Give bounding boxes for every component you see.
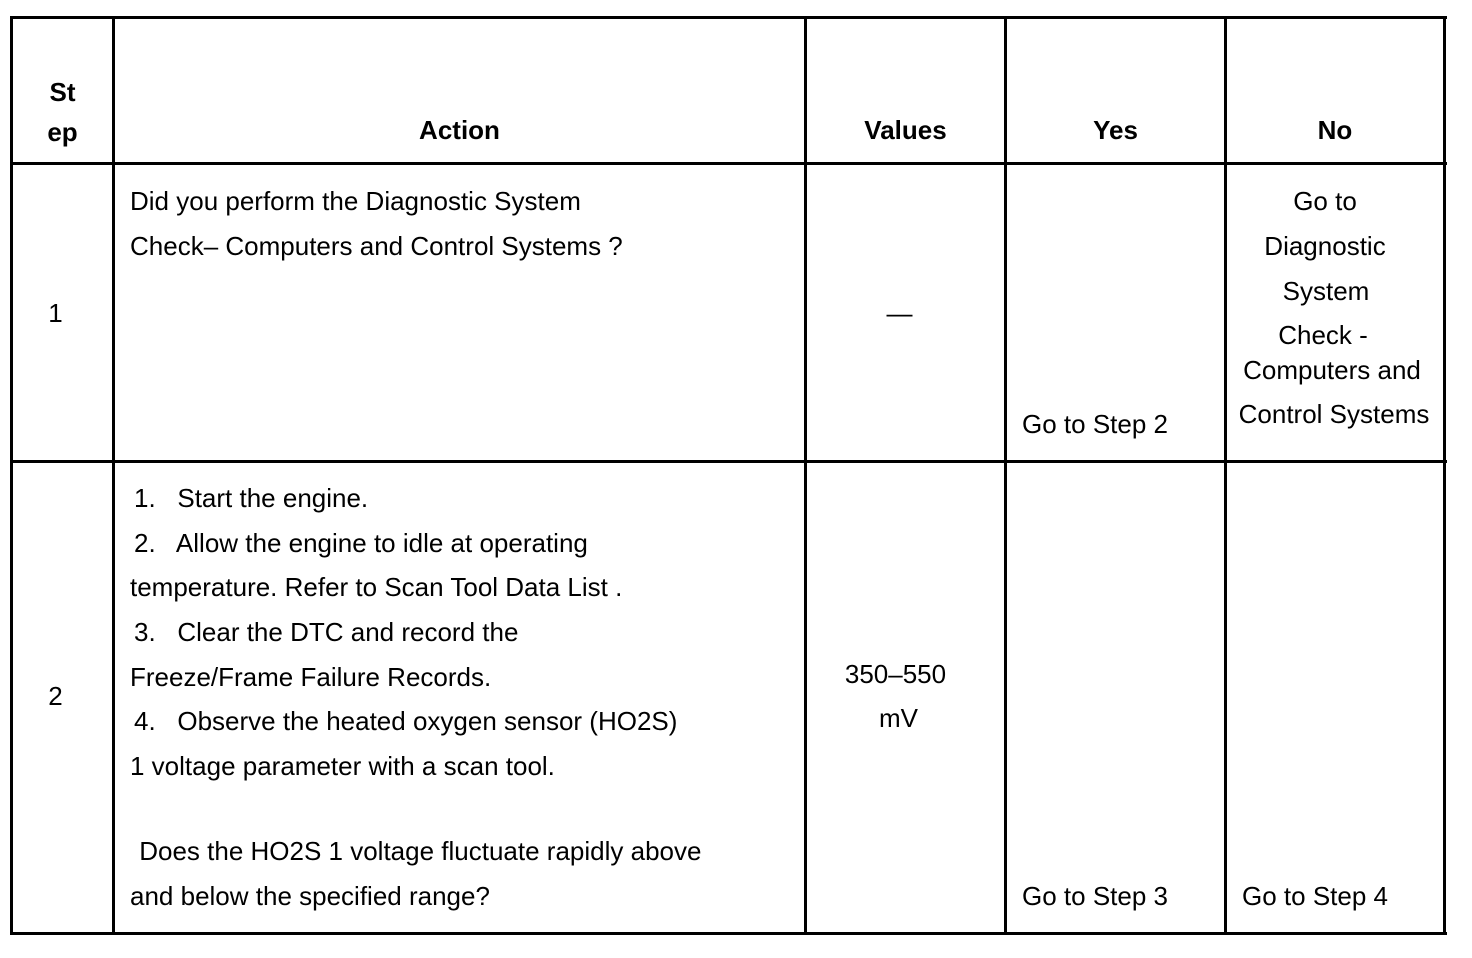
column-divider-action	[804, 16, 807, 935]
header-values: Values	[864, 115, 947, 145]
row1-yes: Go to Step 2	[1022, 409, 1168, 439]
row2-action-line: 2. Allow the engine to idle at operating	[134, 528, 588, 558]
row2-action-question: and below the specified range?	[130, 881, 490, 911]
table-border-left	[10, 16, 13, 935]
row2-action-line: 4. Observe the heated oxygen sensor (HO2S)	[134, 706, 678, 736]
header-step	[13, 72, 112, 152]
row2-no: Go to Step 4	[1242, 881, 1388, 911]
row2-action-line: 1 voltage parameter with a scan tool.	[130, 751, 555, 781]
row1-no-line: Go to	[1293, 186, 1357, 216]
row1-no-line: Diagnostic	[1264, 231, 1386, 261]
row2-action-question: Does the HO2S 1 voltage fluctuate rapidly above	[132, 836, 702, 866]
row1-no-line: System	[1282, 276, 1370, 306]
row2-step: 2	[48, 681, 63, 711]
row1-action-line: Did you perform the Diagnostic System	[130, 186, 581, 216]
row1-no-line: Computers and	[1243, 355, 1421, 385]
header-action: Action	[419, 115, 500, 145]
header-step-line1: St	[49, 77, 76, 107]
table-border-right	[1443, 16, 1446, 935]
column-divider-values	[1004, 16, 1007, 935]
row1-action-line: Check– Computers and Control Systems ?	[130, 231, 623, 261]
column-divider-yes	[1224, 16, 1227, 935]
header-no: No	[1317, 115, 1353, 145]
header-divider	[10, 162, 1447, 165]
row-divider	[10, 460, 1447, 463]
row2-action-line: 1. Start the engine.	[134, 483, 369, 513]
row2-action-line: Freeze/Frame Failure Records.	[130, 662, 492, 692]
table-border-top	[10, 16, 1447, 19]
column-divider-step	[112, 16, 115, 935]
row2-yes: Go to Step 3	[1022, 881, 1168, 911]
row2-value-unit: mV	[879, 703, 918, 733]
header-yes: Yes	[1093, 115, 1138, 145]
row2-action-line: temperature. Refer to Scan Tool Data List .	[130, 572, 623, 602]
row1-step: 1	[48, 298, 63, 328]
row2-value-range: 350–550	[844, 659, 947, 689]
row1-no-line: Control Systems	[1238, 399, 1430, 429]
row1-value: —	[886, 298, 913, 328]
row1-no-line: Check -	[1278, 320, 1368, 350]
row2-action-line: 3. Clear the DTC and record the	[134, 617, 519, 647]
header-step-line2: ep	[47, 117, 78, 147]
table-border-bottom	[10, 932, 1447, 935]
